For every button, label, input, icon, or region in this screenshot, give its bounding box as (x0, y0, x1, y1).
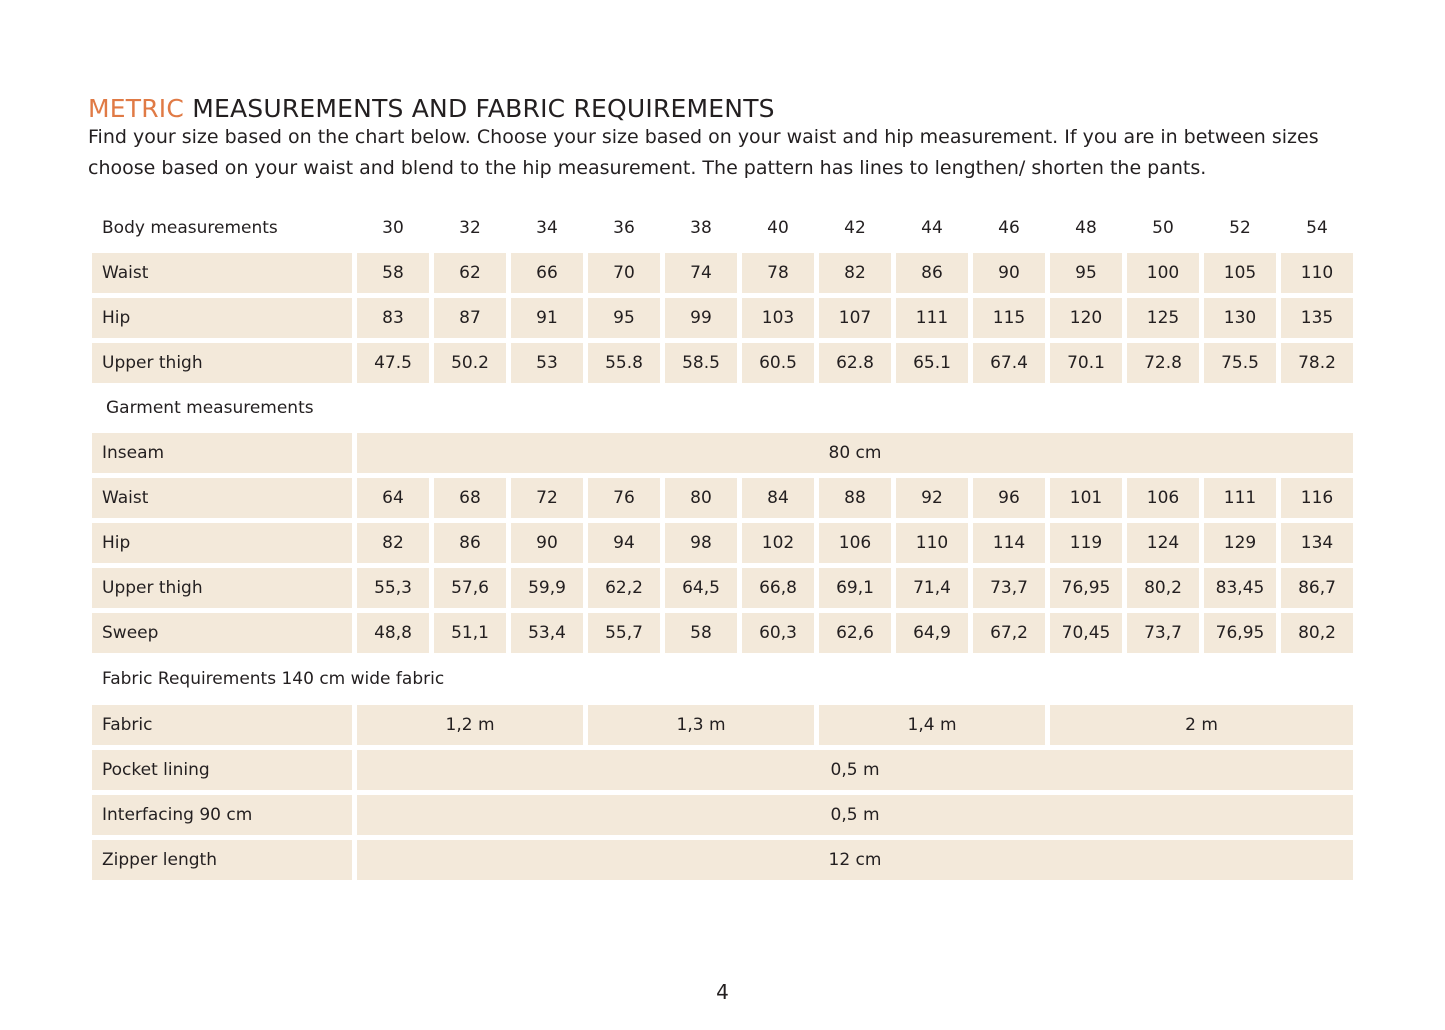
body-row-label-hip: Hip (92, 298, 352, 338)
fabric-requirements-header: Fabric Requirements 140 cm wide fabric (102, 669, 445, 689)
size-header-cell: 40 (767, 218, 789, 238)
garment-upper-thigh-cell: 73,7 (973, 568, 1045, 608)
garment-sweep-cell: 64,9 (896, 613, 968, 653)
body-waist-cell: 100 (1127, 253, 1199, 293)
garment-hip-cell: 90 (511, 523, 583, 563)
garment-waist-cell: 84 (742, 478, 814, 518)
size-header-cell: 52 (1229, 218, 1251, 238)
body-hip-cell: 111 (896, 298, 968, 338)
garment-sweep-cell: 62,6 (819, 613, 891, 653)
garment-sweep-cell: 76,95 (1204, 613, 1276, 653)
body-waist-cell: 90 (973, 253, 1045, 293)
garment-hip-cell: 82 (357, 523, 429, 563)
garment-waist-cell: 76 (588, 478, 660, 518)
garment-upper-thigh-cell: 55,3 (357, 568, 429, 608)
intro-line-2: choose based on your waist and blend to the hip measurement. The pattern has lines to lengthen/ shorten the pants. (88, 157, 1207, 179)
garment-upper-thigh-cell: 76,95 (1050, 568, 1122, 608)
garment-hip-cell: 106 (819, 523, 891, 563)
size-header-cell: 36 (613, 218, 635, 238)
garment-sweep-cell: 70,45 (1050, 613, 1122, 653)
body-hip-cell: 91 (511, 298, 583, 338)
garment-waist-cell: 92 (896, 478, 968, 518)
garment-sweep-cell: 60,3 (742, 613, 814, 653)
garment-upper-thigh-cell: 69,1 (819, 568, 891, 608)
garment-hip-cell: 114 (973, 523, 1045, 563)
body-waist-cell: 86 (896, 253, 968, 293)
garment-waist-cell: 80 (665, 478, 737, 518)
body-upper-thigh-cell: 75.5 (1204, 343, 1276, 383)
garment-row-label-upper-thigh: Upper thigh (92, 568, 352, 608)
body-hip-cell: 103 (742, 298, 814, 338)
garment-waist-cell: 106 (1127, 478, 1199, 518)
garment-waist-cell: 111 (1204, 478, 1276, 518)
body-waist-cell: 105 (1204, 253, 1276, 293)
fabric-row-label: Fabric (92, 705, 352, 745)
body-upper-thigh-cell: 65.1 (896, 343, 968, 383)
interfacing-90-cm-value: 0,5 m (357, 795, 1353, 835)
body-hip-cell: 120 (1050, 298, 1122, 338)
size-header-cell: 30 (382, 218, 404, 238)
garment-upper-thigh-cell: 71,4 (896, 568, 968, 608)
garment-row-label-waist: Waist (92, 478, 352, 518)
body-upper-thigh-cell: 62.8 (819, 343, 891, 383)
fabric-amount-cell: 1,4 m (819, 705, 1045, 745)
garment-hip-cell: 134 (1281, 523, 1353, 563)
fabric-amount-cell: 1,3 m (588, 705, 814, 745)
body-waist-cell: 78 (742, 253, 814, 293)
garment-waist-cell: 64 (357, 478, 429, 518)
body-waist-cell: 66 (511, 253, 583, 293)
body-hip-cell: 135 (1281, 298, 1353, 338)
garment-row-label-hip: Hip (92, 523, 352, 563)
fabric-row-label-pocket-lining: Pocket lining (92, 750, 352, 790)
size-header-cell: 48 (1075, 218, 1097, 238)
body-hip-cell: 125 (1127, 298, 1199, 338)
garment-upper-thigh-cell: 83,45 (1204, 568, 1276, 608)
garment-sweep-cell: 48,8 (357, 613, 429, 653)
garment-upper-thigh-cell: 86,7 (1281, 568, 1353, 608)
garment-hip-cell: 129 (1204, 523, 1276, 563)
size-header-cell: 54 (1306, 218, 1328, 238)
body-hip-cell: 83 (357, 298, 429, 338)
body-waist-cell: 58 (357, 253, 429, 293)
garment-upper-thigh-cell: 80,2 (1127, 568, 1199, 608)
page-title (88, 93, 775, 125)
fabric-row-label-zipper-length: Zipper length (92, 840, 352, 880)
garment-waist-cell: 96 (973, 478, 1045, 518)
garment-hip-cell: 110 (896, 523, 968, 563)
page-number: 4 (716, 980, 729, 1004)
body-row-label-upper-thigh: Upper thigh (92, 343, 352, 383)
body-waist-cell: 74 (665, 253, 737, 293)
garment-hip-cell: 94 (588, 523, 660, 563)
body-hip-cell: 87 (434, 298, 506, 338)
garment-sweep-cell: 51,1 (434, 613, 506, 653)
body-hip-cell: 107 (819, 298, 891, 338)
body-waist-cell: 110 (1281, 253, 1353, 293)
body-upper-thigh-cell: 67.4 (973, 343, 1045, 383)
size-header-cell: 32 (459, 218, 481, 238)
fabric-amount-cell: 1,2 m (357, 705, 583, 745)
body-waist-cell: 62 (434, 253, 506, 293)
garment-hip-cell: 119 (1050, 523, 1122, 563)
body-row-label-waist: Waist (92, 253, 352, 293)
title-accent: METRIC (88, 94, 185, 123)
garment-upper-thigh-cell: 59,9 (511, 568, 583, 608)
size-header-cell: 42 (844, 218, 866, 238)
zipper-length-value: 12 cm (357, 840, 1353, 880)
garment-sweep-cell: 58 (665, 613, 737, 653)
garment-waist-cell: 116 (1281, 478, 1353, 518)
garment-measurements-header: Garment measurements (106, 398, 314, 418)
garment-row-label-sweep: Sweep (92, 613, 352, 653)
garment-waist-cell: 72 (511, 478, 583, 518)
garment-upper-thigh-cell: 66,8 (742, 568, 814, 608)
body-hip-cell: 95 (588, 298, 660, 338)
garment-sweep-cell: 53,4 (511, 613, 583, 653)
size-header-cell: 34 (536, 218, 558, 238)
title-rest: MEASUREMENTS AND FABRIC REQUIREMENTS (192, 94, 775, 123)
size-header-cell: 44 (921, 218, 943, 238)
body-upper-thigh-cell: 50.2 (434, 343, 506, 383)
garment-hip-cell: 98 (665, 523, 737, 563)
body-upper-thigh-cell: 78.2 (1281, 343, 1353, 383)
body-upper-thigh-cell: 70.1 (1050, 343, 1122, 383)
garment-waist-cell: 101 (1050, 478, 1122, 518)
garment-hip-cell: 102 (742, 523, 814, 563)
garment-upper-thigh-cell: 57,6 (434, 568, 506, 608)
garment-sweep-cell: 80,2 (1281, 613, 1353, 653)
body-upper-thigh-cell: 60.5 (742, 343, 814, 383)
body-upper-thigh-cell: 55.8 (588, 343, 660, 383)
body-upper-thigh-cell: 47.5 (357, 343, 429, 383)
inseam-value: 80 cm (357, 433, 1353, 473)
garment-row-label-inseam: Inseam (92, 433, 352, 473)
body-waist-cell: 82 (819, 253, 891, 293)
garment-upper-thigh-cell: 64,5 (665, 568, 737, 608)
garment-waist-cell: 88 (819, 478, 891, 518)
pocket-lining-value: 0,5 m (357, 750, 1353, 790)
size-header-cell: 50 (1152, 218, 1174, 238)
garment-sweep-cell: 73,7 (1127, 613, 1199, 653)
garment-hip-cell: 124 (1127, 523, 1199, 563)
size-header-cell: 38 (690, 218, 712, 238)
fabric-row-label-interfacing-90-cm: Interfacing 90 cm (92, 795, 352, 835)
garment-waist-cell: 68 (434, 478, 506, 518)
garment-hip-cell: 86 (434, 523, 506, 563)
fabric-amount-cell: 2 m (1050, 705, 1353, 745)
body-waist-cell: 70 (588, 253, 660, 293)
body-upper-thigh-cell: 53 (511, 343, 583, 383)
garment-sweep-cell: 55,7 (588, 613, 660, 653)
body-measurements-header: Body measurements (102, 218, 278, 238)
body-waist-cell: 95 (1050, 253, 1122, 293)
garment-upper-thigh-cell: 62,2 (588, 568, 660, 608)
body-hip-cell: 99 (665, 298, 737, 338)
garment-sweep-cell: 67,2 (973, 613, 1045, 653)
intro-text (88, 122, 1388, 184)
intro-line-1: Find your size based on the chart below. Choose your size based on your waist and hip measurement. If you are in between sizes (88, 126, 1319, 148)
body-upper-thigh-cell: 58.5 (665, 343, 737, 383)
body-upper-thigh-cell: 72.8 (1127, 343, 1199, 383)
size-header-cell: 46 (998, 218, 1020, 238)
body-hip-cell: 130 (1204, 298, 1276, 338)
body-hip-cell: 115 (973, 298, 1045, 338)
